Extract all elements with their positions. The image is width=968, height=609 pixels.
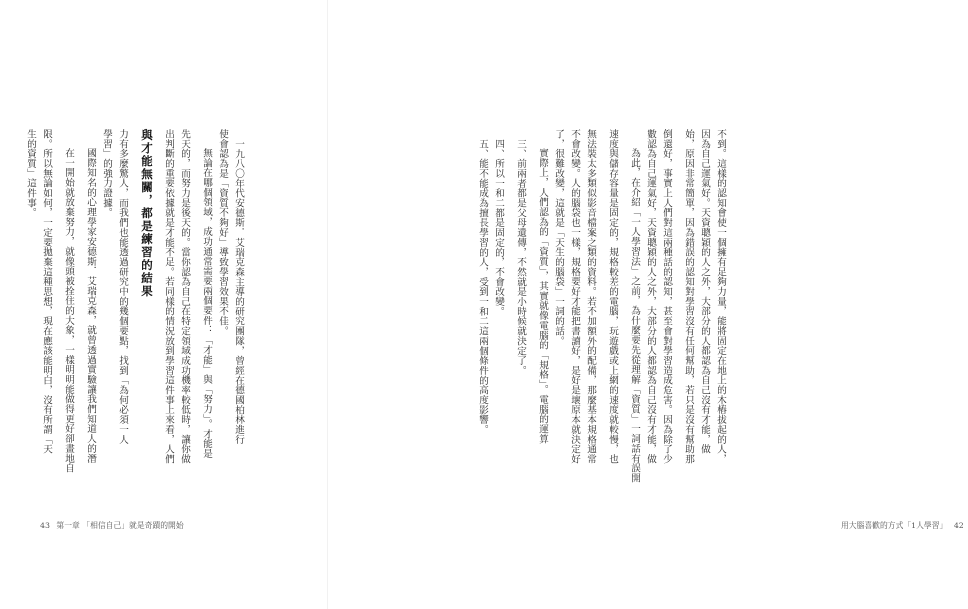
right-page	[328, 0, 964, 609]
left-footer	[36, 520, 184, 531]
body-line: 實際上，人們認為的「資質」，其實就像電腦的「規格」。電腦的運算	[537, 148, 548, 444]
body-line: 使會認為是「資質不夠好」導致學習效果不佳。	[217, 129, 228, 336]
right-page-body	[474, 129, 728, 484]
list-item: 三、前兩者都是父母遺傳，不然就是小時候就決定了。	[515, 138, 526, 375]
running-head: 用大腦喜歡的方式「1人學習」	[841, 521, 948, 530]
body-line: 無論在哪個領域，成功通常需要兩個要件：「才能」與「努力」。才能是	[201, 148, 212, 459]
body-line: 倒還好，事實上人們對這兩種話的認知，甚至會對學習造成危害。因為除了少	[661, 129, 672, 464]
body-line: 在一開始就放棄努力，就像頭被拴住的大象，一樣明明能做得更好卻畫地自	[63, 148, 74, 474]
body-line: 了，很難改變，這就是「天生的腦袋」一詞的話。	[553, 129, 564, 346]
body-line: 無法裝太多類似影音檔案之類的資料。若不加額外的配備，那麼基本規格通常	[585, 129, 596, 464]
section-heading: 與才能無關，都是練習的結果	[140, 129, 154, 298]
body-line: 出判斷的重要依據就是才能不足。若同樣的情況放到學習這件事上來看，人們	[163, 129, 174, 464]
body-line: 先天的，而努力是後天的。當你認為自己在特定領域成功機率較低時，讓你做	[179, 129, 190, 464]
body-line: 國際知名的心理學家安德斯．艾瑞克森，就曾透過實驗讓我們知道人的潛	[85, 148, 96, 464]
body-line: 一九八〇年代安德斯．艾瑞克森主導的研究團隊，曾經在德國柏林進行	[233, 138, 244, 444]
list-item: 四、所以一和二都是固定的，不會改變。	[493, 138, 504, 316]
body-line: 始，原因非常簡單，因為錯誤的認知對學習沒有任何幫助，若只是沒有幫助那	[683, 129, 694, 464]
right-footer	[841, 520, 968, 531]
body-line: 不到。這樣的認知會使一個擁有足夠力量，能將固定在地上的木樁拔起的人，	[715, 129, 726, 464]
left-page-body	[22, 129, 246, 474]
body-line: 速度與儲存容量是固定的，規格較差的電腦，玩遊戲或上網的速度就較慢，也	[607, 129, 618, 464]
body-line: 生的資質」這件事。	[25, 129, 36, 218]
body-line: 數認為自己運氣好，天資聰穎的人之外，大部分的人都認為自己沒有才能，做	[645, 129, 656, 464]
running-head: 第一章 「相信自己」就是奇蹟的開始	[56, 521, 184, 530]
body-line: 學習」的強力證據。	[101, 129, 112, 218]
page-number: 43	[40, 521, 50, 530]
body-line: 因為自己運氣好。天資聰穎的人之外，大部分的人都認為自己沒有才能，做	[699, 129, 710, 455]
body-line: 不會改變。人的腦袋也一樣，規格要好才能把書讀好，是好是壞原本就決定好	[569, 129, 580, 464]
page-number: 42	[953, 521, 964, 530]
list-item: 五、能不能成為擅長學習的人，受到一和二這兩個條件的高度影響。	[477, 138, 488, 435]
left-page	[0, 0, 327, 609]
body-line: 為此，在介紹「一人學習法」之前，為什麼要先從理解「資質」一詞話有誤開	[629, 148, 640, 484]
body-line: 力有多麼驚人，而我們也能透過研究中的幾個要點，找到「為何必須一人	[117, 129, 128, 445]
body-line: 限。所以無論如何，一定要拋棄這種思想，現在應該能明白，沒有所謂「天	[41, 129, 52, 455]
